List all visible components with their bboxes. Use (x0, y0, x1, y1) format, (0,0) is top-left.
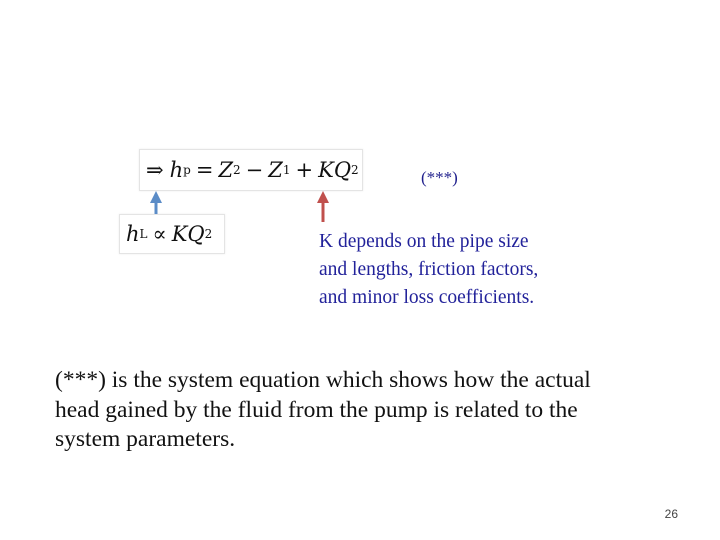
eq-head-subscript: p (183, 163, 191, 177)
blue-arrow (150, 191, 162, 214)
k-note-line: and lengths, friction factors, (319, 259, 539, 280)
body-line: head gained by the fluid from the pump is related to the (55, 396, 578, 423)
minus-sign: − (245, 158, 264, 182)
equation-marker: (***) (421, 168, 458, 187)
body-line: system parameters. (55, 426, 236, 452)
loss-kq: KQ (171, 222, 205, 246)
eq-head-symbol: h (169, 158, 184, 182)
body-line: (***) is the system equation which shows how the actual (55, 367, 591, 393)
k-explanation-note (319, 228, 619, 312)
page-number: 26 (664, 507, 678, 521)
equals-sign: = (195, 158, 214, 182)
loss-head-subscript: L (139, 227, 148, 241)
k-note-line: K depends on the pipe size (319, 231, 529, 252)
implies-symbol: ⇒ (146, 158, 164, 182)
eq-kq: KQ (318, 158, 352, 182)
loss-head-symbol: h (126, 222, 140, 246)
eq-z1-subscript: 1 (282, 163, 291, 177)
plus-sign: + (295, 158, 314, 182)
red-arrow (317, 191, 329, 222)
proportional-symbol: ∝ (152, 222, 167, 246)
eq-kq-exponent: 2 (351, 163, 359, 177)
eq-z1: Z (268, 158, 283, 182)
eq-z2: Z (218, 158, 234, 182)
eq-z2-subscript: 2 (233, 163, 241, 177)
body-paragraph (55, 366, 675, 455)
loss-kq-exponent: 2 (204, 227, 213, 241)
k-note-line: and minor loss coefficients. (319, 287, 535, 308)
